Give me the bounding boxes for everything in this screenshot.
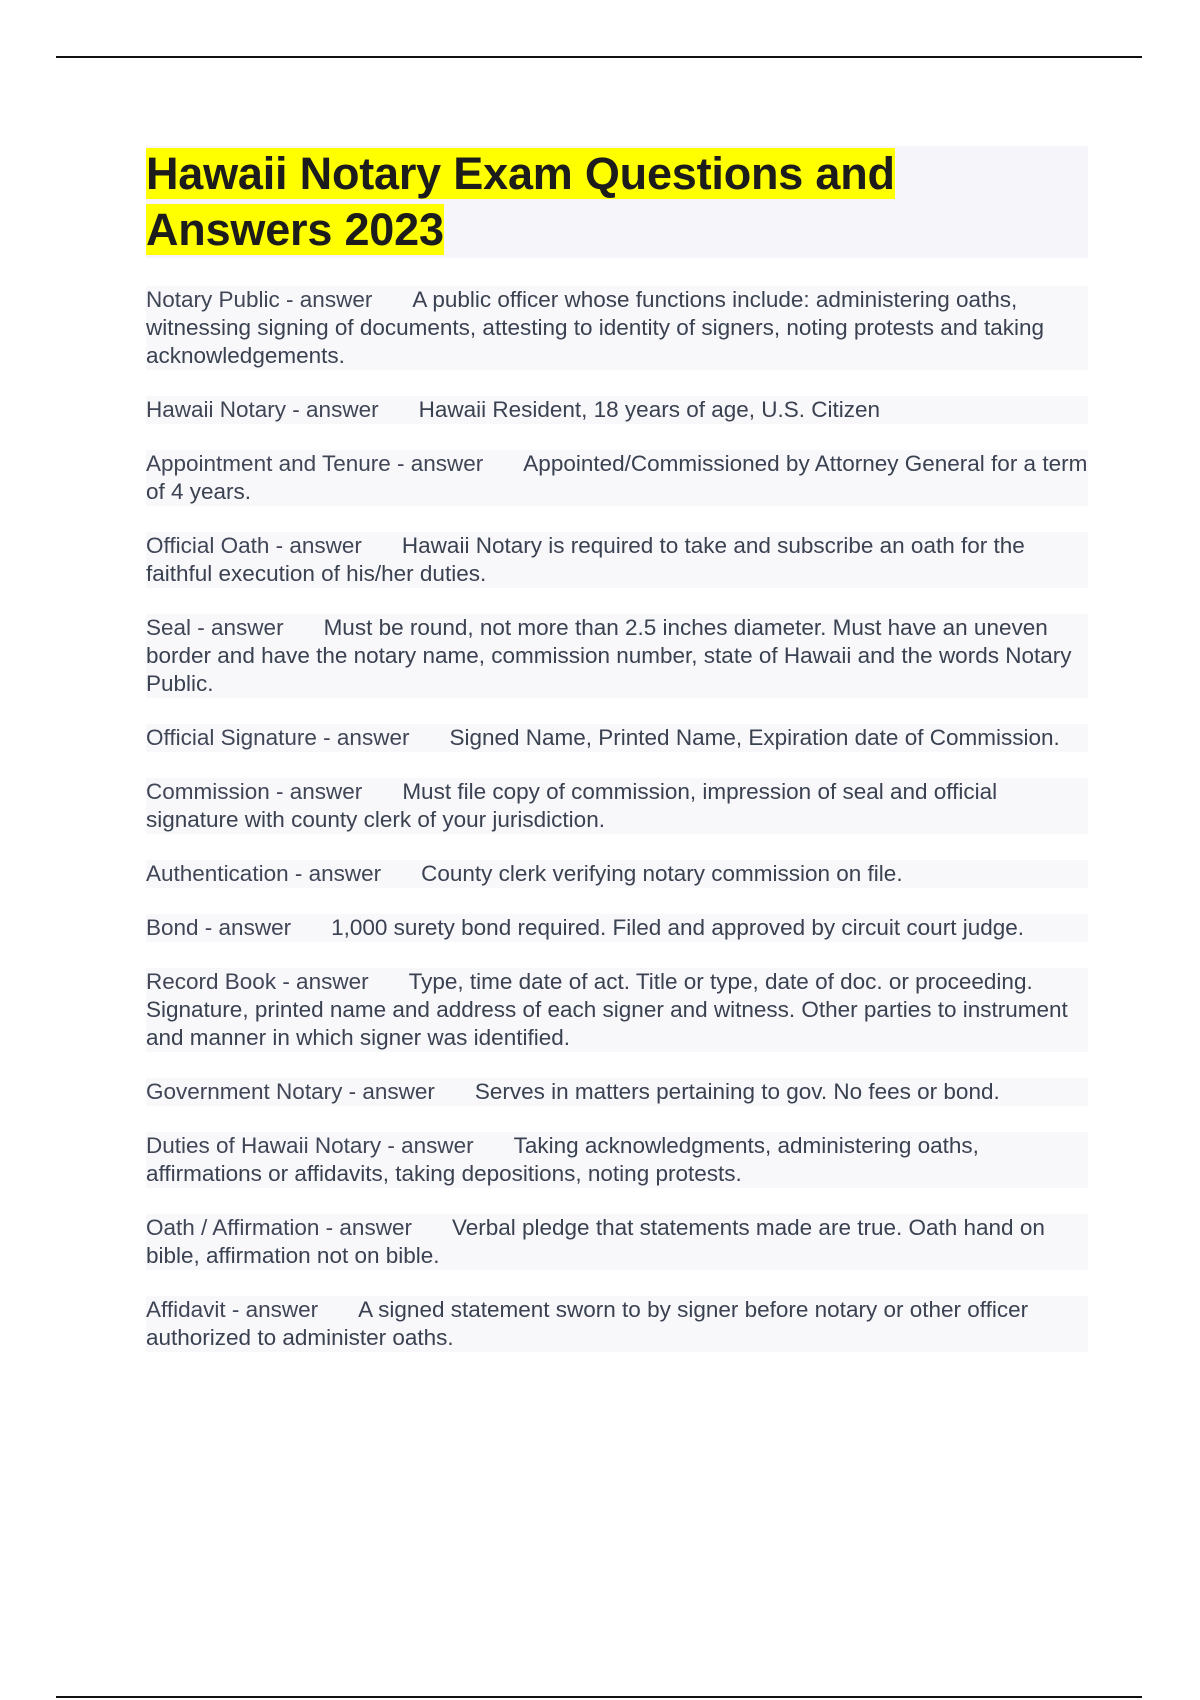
qa-list [146,286,1088,1352]
qa-definition: County clerk verifying notary commission on file. [421,861,903,886]
qa-entry [146,532,1088,588]
qa-term: Authentication - answer [146,861,382,886]
qa-definition: Verbal pledge that statements made are true. Oath hand on bible, affirmation not on bible. [146,1215,1045,1268]
document-title [146,146,1088,258]
qa-entry [146,914,1088,942]
title-line-1: Hawaii Notary Exam Questions and [146,148,895,199]
qa-term: Oath / Affirmation - answer [146,1215,412,1240]
qa-entry [146,1296,1088,1352]
qa-term: Affidavit - answer [146,1297,319,1322]
qa-term: Appointment and Tenure - answer [146,451,484,476]
qa-term: Official Oath - answer [146,533,362,558]
title-block [146,146,1088,258]
top-divider [56,56,1142,58]
qa-definition: Type, time date of act. Title or type, date of doc. or proceeding. Signature, printed name and address of each signer and witness. Other parties to instrument and manner in which signer was identified. [146,969,1068,1050]
qa-definition: Hawaii Notary is required to take and subscribe an oath for the faithful execution of his/her duties. [146,533,1025,586]
qa-term: Record Book - answer [146,969,369,994]
qa-entry [146,396,1088,424]
qa-entry [146,724,1088,752]
qa-entry [146,614,1088,698]
qa-entry [146,968,1088,1052]
qa-term: Notary Public - answer [146,287,373,312]
qa-entry [146,860,1088,888]
qa-term: Bond - answer [146,915,292,940]
qa-entry [146,1132,1088,1188]
qa-entry [146,778,1088,834]
qa-definition: 1,000 surety bond required. Filed and approved by circuit court judge. [331,915,1024,940]
qa-definition: Taking acknowledgments, administering oaths, affirmations or affidavits, taking depositions, noting protests. [146,1133,979,1186]
bottom-divider [56,1696,1142,1698]
document-body [146,146,1088,1378]
qa-definition: Signed Name, Printed Name, Expiration date of Commission. [449,725,1060,750]
qa-definition: Hawaii Resident, 18 years of age, U.S. Citizen [418,397,881,422]
qa-definition: Appointed/Commissioned by Attorney General for a term of 4 years. [146,451,1088,504]
qa-definition: Must be round, not more than 2.5 inches diameter. Must have an uneven border and have the notary name, commission number, state of Hawaii and the words Notary Public. [146,615,1072,696]
qa-definition: A public officer whose functions include: administering oaths, witnessing signing of documents, attesting to identity of signers, noting protests and taking acknowledgements. [146,287,1045,368]
qa-term: Official Signature - answer [146,725,410,750]
title-line-2: Answers 2023 [146,204,444,255]
qa-term: Government Notary - answer [146,1079,435,1104]
qa-definition: A signed statement sworn to by signer before notary or other officer authorized to administer oaths. [146,1297,1029,1350]
qa-entry [146,450,1088,506]
qa-definition: Serves in matters pertaining to gov. No fees or bond. [474,1079,1000,1104]
qa-term: Duties of Hawaii Notary - answer [146,1133,474,1158]
qa-term: Hawaii Notary - answer [146,397,379,422]
qa-entry [146,1078,1088,1106]
qa-term: Seal - answer [146,615,284,640]
qa-entry [146,286,1088,370]
qa-term: Commission - answer [146,779,363,804]
qa-entry [146,1214,1088,1270]
qa-definition: Must file copy of commission, impression of seal and official signature with county clerk of your jurisdiction. [146,779,998,832]
